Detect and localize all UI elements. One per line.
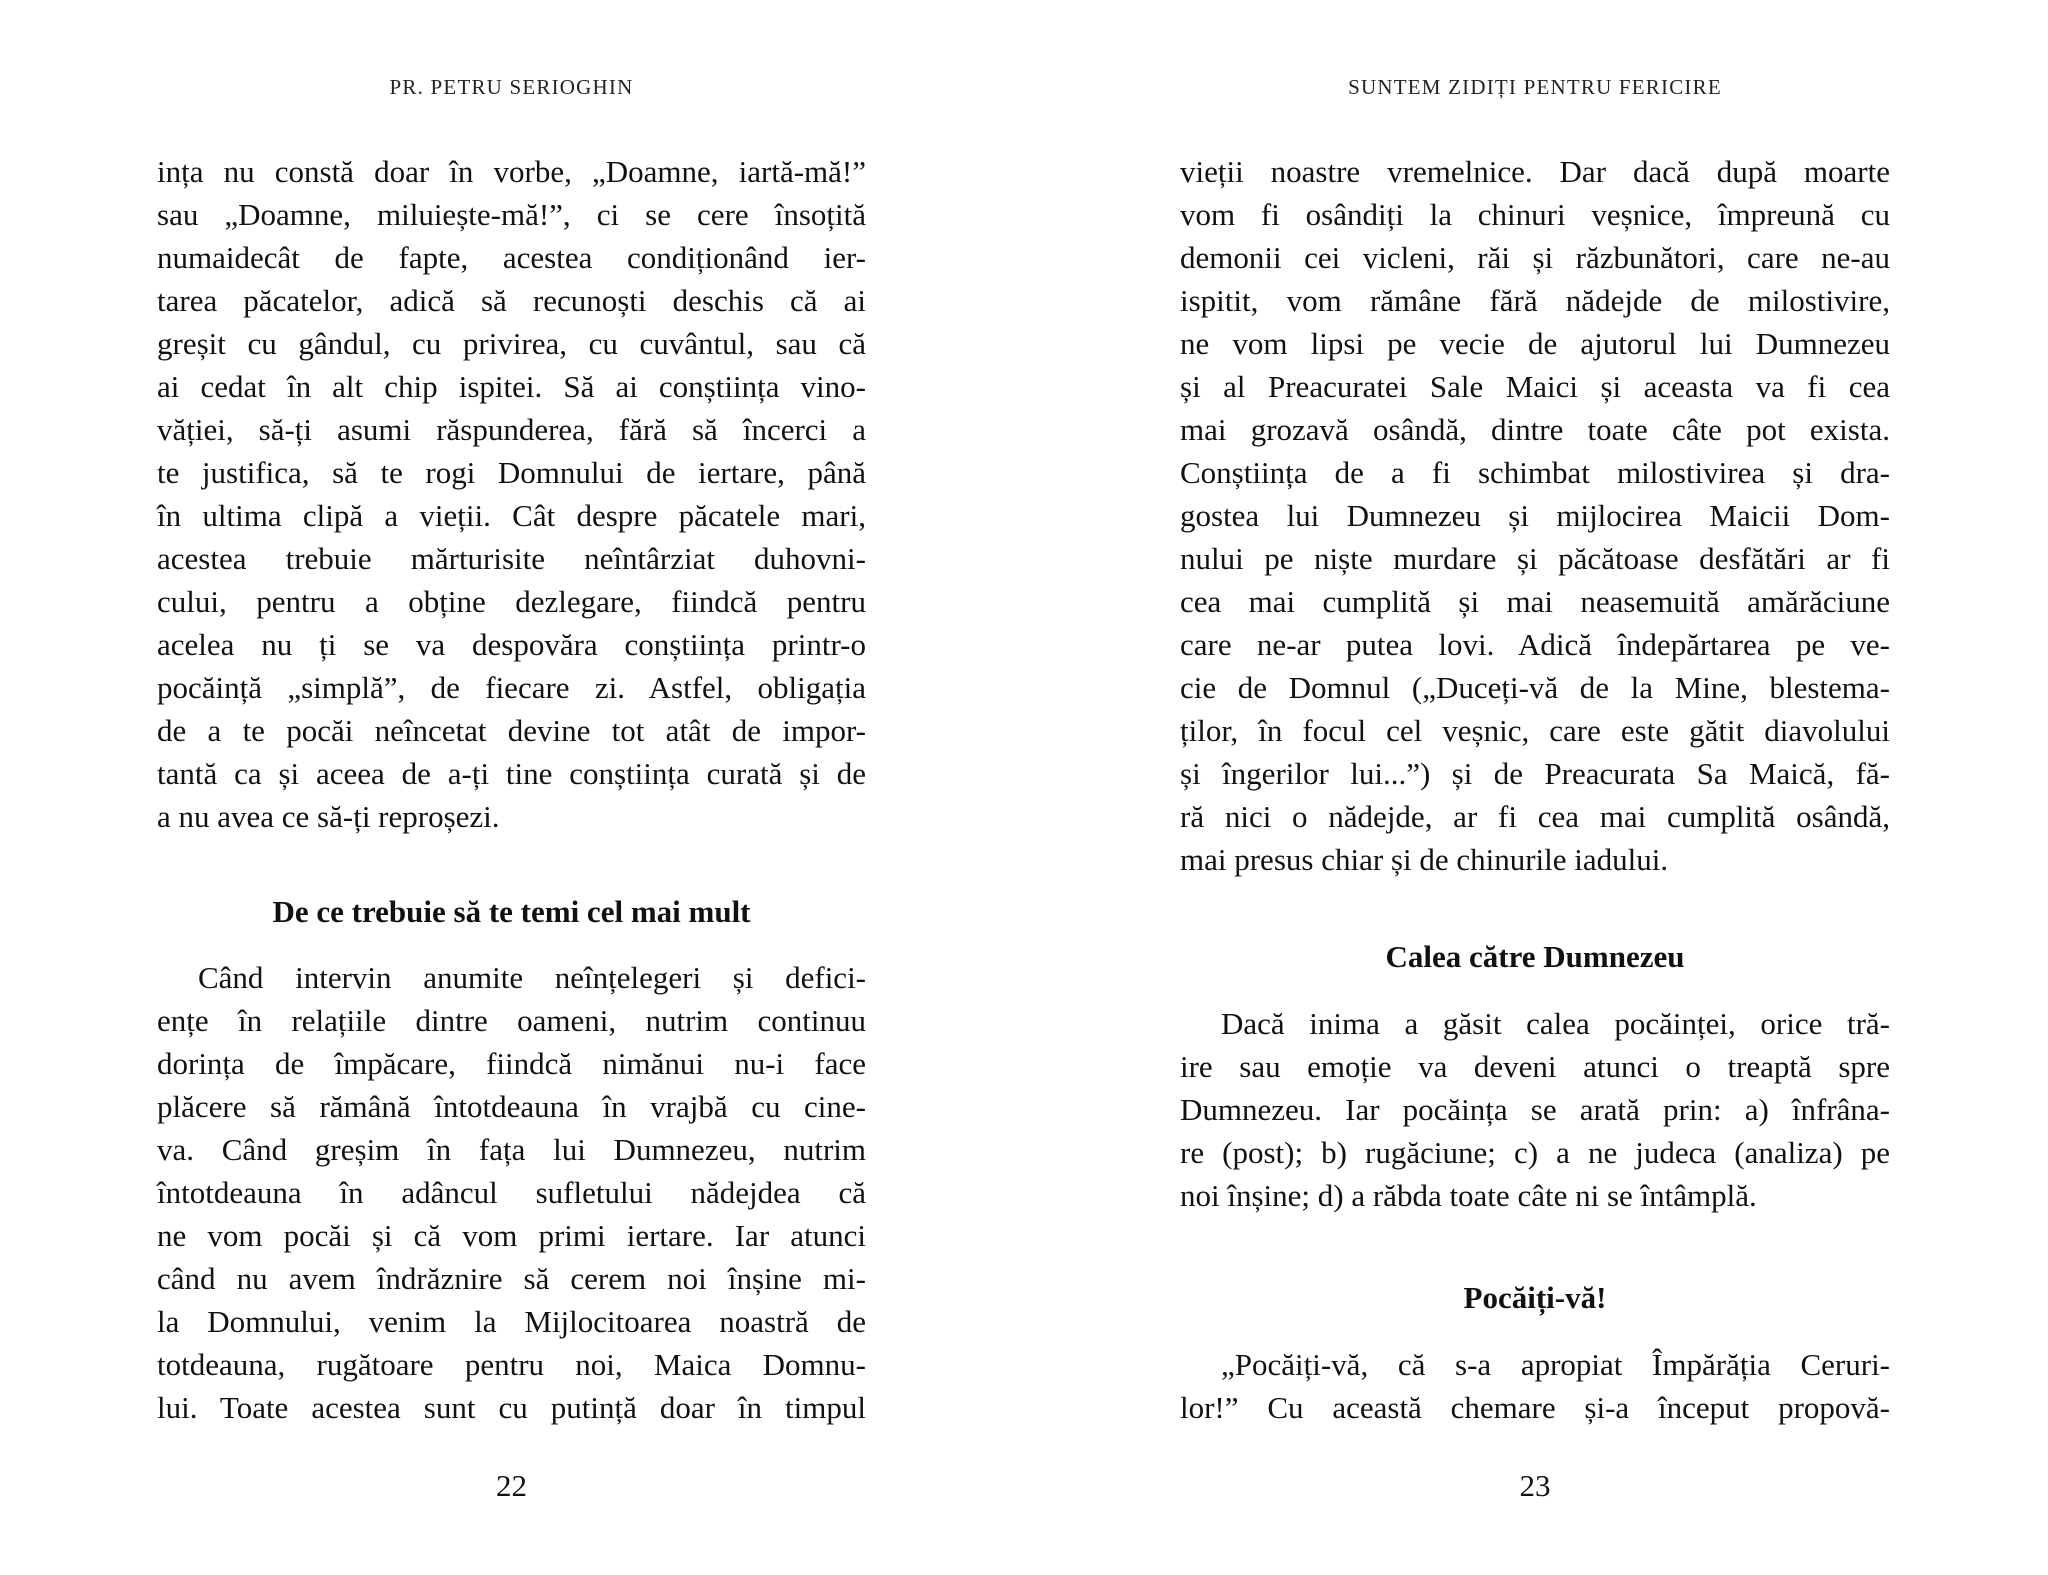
text-line: ne vom lipsi pe vecie de ajutorul lui Dumnezeu: [1180, 326, 1890, 361]
paragraph-continuation: [157, 150, 866, 838]
text-line: în ultima clipă a vieții. Cât despre păcatele mari,: [157, 498, 866, 533]
page-number: 22: [496, 1468, 527, 1503]
text-line: văției, să-ți asumi răspunderea, fără să încerci a: [157, 412, 866, 447]
paragraph: [157, 956, 866, 1429]
paragraph: [1180, 1343, 1890, 1429]
text-line: mai grozavă osândă, dintre toate câte pot exista.: [1180, 412, 1890, 447]
text-line: totdeauna, rugătoare pentru noi, Maica Domnu-: [157, 1347, 866, 1382]
text-line: demonii cei vicleni, răi și răzbunători, care ne-au: [1180, 240, 1890, 275]
section-heading: Calea către Dumnezeu: [1385, 939, 1685, 974]
text-line: greșit cu gândul, cu privirea, cu cuvântul, sau că: [157, 326, 866, 361]
text-line: și al Preacuratei Sale Maici și aceasta va fi cea: [1180, 369, 1890, 404]
text-line: vieții noastre vremelnice. Dar dacă după moarte: [1180, 154, 1890, 189]
text-line: cie de Domnul („Duceți-vă de la Mine, blestema-: [1180, 670, 1890, 705]
text-line: care ne-ar putea lovi. Adică îndepărtarea pe ve-: [1180, 627, 1890, 662]
text-line: lui. Toate acestea sunt cu putință doar în timpul: [157, 1390, 866, 1425]
text-line: gostea lui Dumnezeu și mijlocirea Maicii Dom-: [1180, 498, 1890, 533]
text-line: și îngerilor lui...”) și de Preacurata Sa Maică, fă-: [1180, 756, 1890, 791]
text-line: acelea nu ți se va despovăra conștiința printr-o: [157, 627, 866, 662]
text-line: noi înșine; d) a răbda toate câte ni se întâmplă.: [1180, 1178, 1757, 1213]
text-line: plăcere să rămână întotdeauna în vrajbă cu cine-: [157, 1089, 866, 1124]
paragraph: [1180, 1002, 1890, 1217]
text-line: nului pe niște murdare și păcătoase desfătări ar fi: [1180, 541, 1890, 576]
text-line: cea mai cumplită și mai neasemuită amărăciune: [1180, 584, 1890, 619]
text-line: întotdeauna în adâncul sufletului nădejdea că: [157, 1175, 866, 1210]
section-heading: Pocăiți-vă!: [1463, 1280, 1607, 1315]
text-line: ai cedat în alt chip ispitei. Să ai conștiința vino-: [157, 369, 866, 404]
text-line: te justifica, să te rogi Domnului de iertare, până: [157, 455, 866, 490]
running-head-title: SUNTEM ZIDIȚI PENTRU FERICIRE: [1348, 75, 1722, 99]
text-line: dorința de împăcare, fiindcă nimănui nu-i face: [157, 1046, 866, 1081]
text-line: ispitit, vom rămâne fără nădejde de milostivire,: [1180, 283, 1890, 318]
text-line: tantă ca și aceea de a-ți tine conștiința curată și de: [157, 756, 866, 791]
text-line: cului, pentru a obține dezlegare, fiindcă pentru: [157, 584, 866, 619]
text-line: Când intervin anumite neînțelegeri și defici-: [198, 960, 866, 995]
text-line: ire sau emoție va deveni atunci o treaptă spre: [1180, 1049, 1890, 1084]
text-line: va. Când greșim în fața lui Dumnezeu, nutrim: [157, 1132, 866, 1167]
text-line: ților, în focul cel veșnic, care este gătit diavolului: [1180, 713, 1890, 748]
text-line: Conștiința de a fi schimbat milostivirea și dra-: [1180, 455, 1890, 490]
text-line: la Domnului, venim la Mijlocitoarea noastră de: [157, 1304, 866, 1339]
text-line: ențe în relațiile dintre oameni, nutrim continuu: [157, 1003, 866, 1038]
text-line: numaidecât de fapte, acestea condiționând ier-: [157, 240, 866, 275]
text-line: Dacă inima a găsit calea pocăinței, orice tră-: [1221, 1006, 1890, 1041]
running-head-author: PR. PETRU SERIOGHIN: [389, 75, 634, 99]
text-line: de a te pocăi neîncetat devine tot atât de impor-: [157, 713, 866, 748]
text-line: acestea trebuie mărturisite neîntârziat duhovni-: [157, 541, 866, 576]
section-heading: De ce trebuie să te temi cel mai mult: [272, 894, 751, 929]
text-line: ră nici o nădejde, ar fi cea mai cumplită osândă,: [1180, 799, 1890, 834]
text-line: când nu avem îndrăznire să cerem noi înșine mi-: [157, 1261, 866, 1296]
text-line: vom fi osândiți la chinuri veșnice, împreună cu: [1180, 197, 1890, 232]
text-line: ința nu constă doar în vorbe, „Doamne, iartă-mă!”: [157, 154, 866, 189]
text-line: Dumnezeu. Iar pocăința se arată prin: a) înfrâna-: [1180, 1092, 1890, 1127]
left-page: [157, 0, 866, 1575]
page-number: 23: [1519, 1468, 1551, 1503]
text-line: a nu avea ce să-ți reproșezi.: [157, 799, 500, 834]
text-line: „Pocăiți-vă, că s-a apropiat Împărăția Ceruri-: [1221, 1347, 1890, 1382]
text-line: sau „Doamne, miluiește-mă!”, ci se cere însoțită: [157, 197, 866, 232]
text-line: re (post); b) rugăciune; c) a ne judeca (analiza) pe: [1180, 1135, 1890, 1170]
text-line: mai presus chiar și de chinurile iadului.: [1180, 842, 1669, 877]
text-line: pocăință „simplă”, de fiecare zi. Astfel, obligația: [157, 670, 866, 705]
text-line: tarea păcatelor, adică să recunoști deschis că ai: [157, 283, 866, 318]
right-page: [1180, 0, 1890, 1575]
paragraph-continuation: [1180, 150, 1890, 881]
text-line: lor!” Cu această chemare și-a început propovă-: [1180, 1390, 1890, 1425]
text-line: ne vom pocăi și că vom primi iertare. Iar atunci: [157, 1218, 866, 1253]
